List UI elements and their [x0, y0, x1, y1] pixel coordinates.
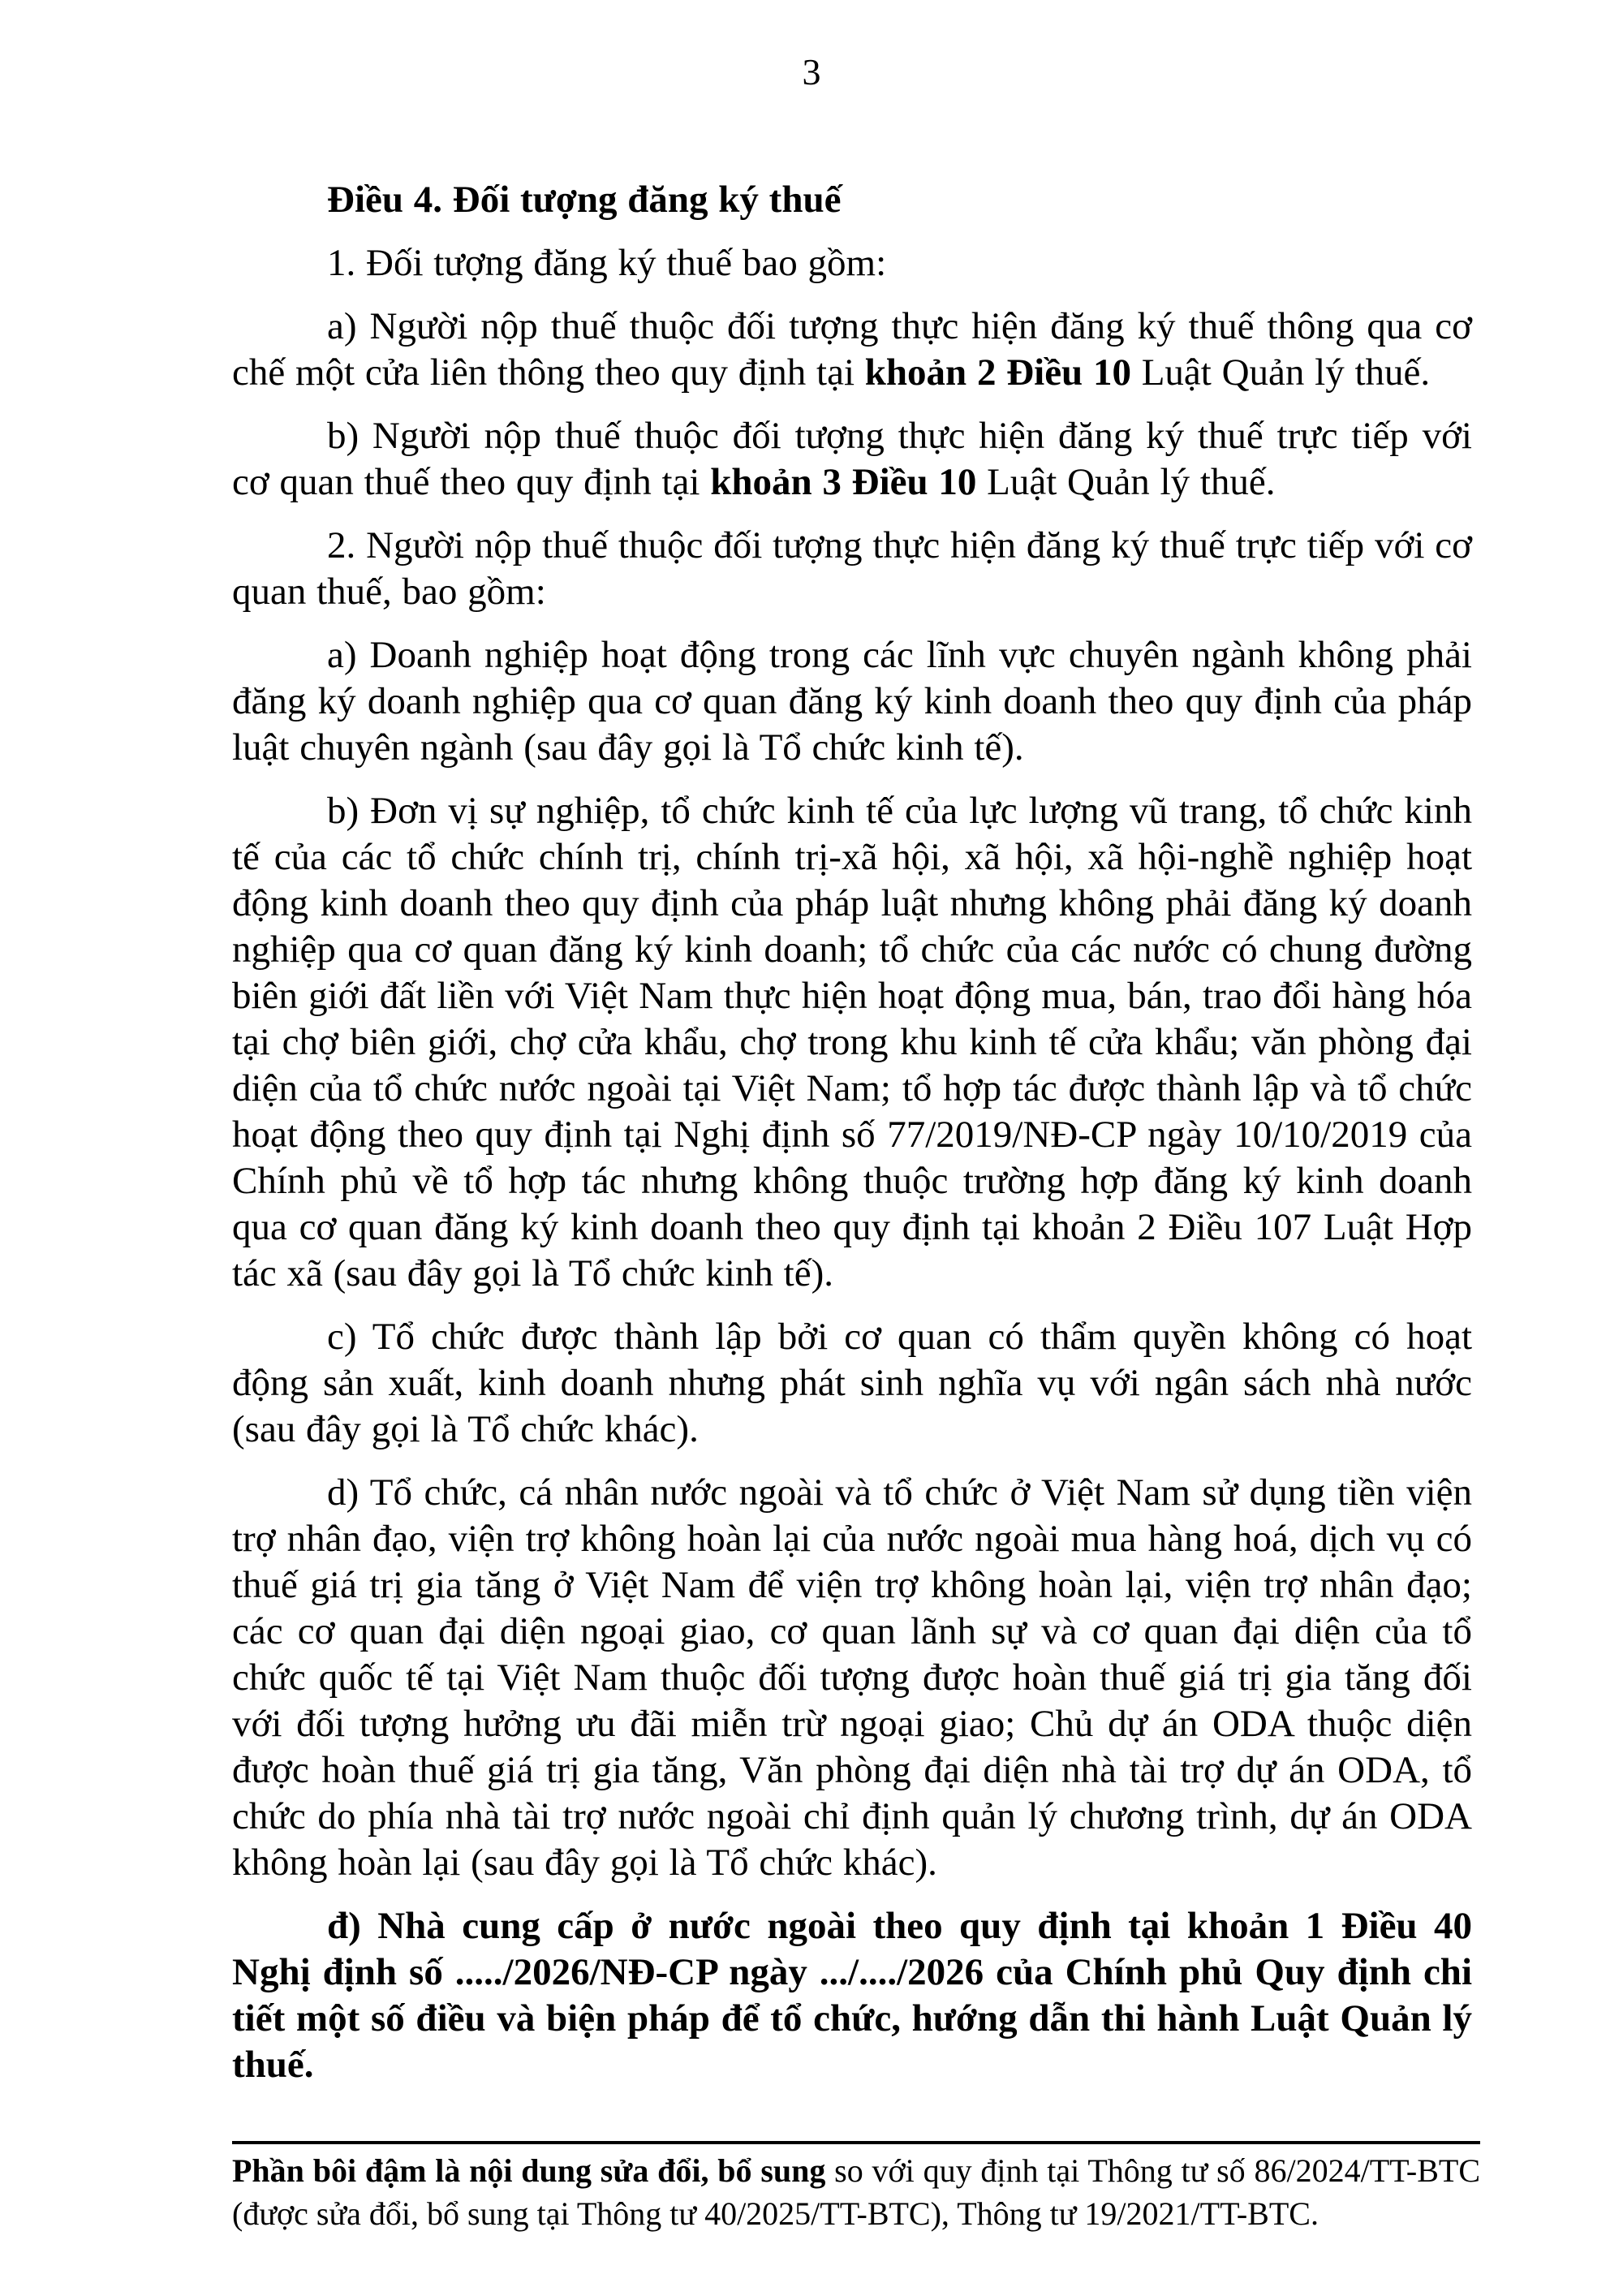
text-run: 1. Đối tượng đăng ký thuế bao gồm: — [327, 242, 887, 284]
paragraph — [232, 632, 1472, 771]
paragraph — [232, 1470, 1472, 1886]
text-run: Luật Quản lý thuế. — [1130, 351, 1431, 394]
paragraph — [232, 788, 1472, 1297]
text-run: a) Người nộp thuế thuộc đối tượng thực hiện đăng ký thuế thông qua cơ chế một cửa liên thông theo quy định tại — [232, 305, 1472, 394]
page-number: 3 — [802, 51, 821, 93]
bold-text-run: Điều 4. Đối tượng đăng ký thuế — [327, 179, 842, 221]
text-run: Luật Quản lý thuế. — [976, 461, 1276, 503]
article-heading — [232, 177, 1472, 223]
paragraph — [232, 304, 1472, 396]
document-body — [232, 177, 1472, 2105]
footnote — [232, 2141, 1480, 2235]
footnote-separator — [232, 2141, 1480, 2144]
bold-text-run: đ) Nhà cung cấp ở nước ngoài theo quy định tại khoản 1 Điều 40 Nghị định số ...../2026/NĐ-CP ngày .../..../2026 của Chính phủ Quy định chi tiết một số điều và biện pháp để tổ chức, hướng dẫn thi hành Luật Quản lý thuế. — [232, 1905, 1472, 2086]
footnote-text — [232, 2149, 1480, 2235]
paragraph — [232, 413, 1472, 506]
bold-text-run: Phần bôi đậm là nội dung sửa đổi, bổ sung — [232, 2152, 826, 2189]
text-run: b) Đơn vị sự nghiệp, tổ chức kinh tế của lực lượng vũ trang, tổ chức kinh tế của các tổ chức chính trị, chính trị-xã hội, xã hội, xã hội-nghề nghiệp hoạt động kinh doanh theo quy định của pháp luật nhưng không phải đăng ký doanh nghiệp qua cơ quan đăng ký kinh doanh; tổ chức của các nước có chung đường biên giới đất liền với Việt Nam thực hiện hoạt động mua, bán, trao đổi hàng hóa tại chợ biên giới, chợ cửa khẩu, chợ trong khu kinh tế cửa khẩu; văn phòng đại diện của tổ chức nước ngoài tại Việt Nam; tổ hợp tác được thành lập và tổ chức hoạt động theo quy định tại Nghị định số 77/2019/NĐ-CP ngày 10/10/2019 của Chính phủ về tổ hợp tác nhưng không thuộc trường hợp đăng ký kinh doanh qua cơ quan đăng ký kinh doanh theo quy định tại khoản 2 Điều 107 Luật Hợp tác xã (sau đây gọi là Tổ chức kinh tế). — [232, 790, 1472, 1294]
text-run: d) Tổ chức, cá nhân nước ngoài và tổ chức ở Việt Nam sử dụng tiền viện trợ nhân đạo, viện trợ không hoàn lại của nước ngoài mua hàng hoá, dịch vụ có thuế giá trị gia tăng ở Việt Nam để viện trợ không hoàn lại, viện trợ nhân đạo; các cơ quan đại diện ngoại giao, cơ quan lãnh sự và cơ quan đại diện của tổ chức quốc tế tại Việt Nam thuộc đối tượng được hoàn thuế giá trị gia tăng đối với đối tượng hưởng ưu đãi miễn trừ ngoại giao; Chủ dự án ODA thuộc diện được hoàn thuế giá trị gia tăng, Văn phòng đại diện nhà tài trợ dự án ODA, tổ chức do phía nhà tài trợ nước ngoài chỉ định quản lý chương trình, dự án ODA không hoàn lại (sau đây gọi là Tổ chức khác). — [232, 1471, 1472, 1884]
paragraph — [232, 240, 1472, 286]
text-run: 2. Người nộp thuế thuộc đối tượng thực hiện đăng ký thuế trực tiếp với cơ quan thuế, bao gồm: — [232, 524, 1472, 613]
paragraph — [232, 523, 1472, 615]
bold-text-run: khoản 3 Điều 10 — [710, 461, 977, 503]
paragraph — [232, 1314, 1472, 1453]
paragraph — [232, 1903, 1472, 2088]
text-run: a) Doanh nghiệp hoạt động trong các lĩnh vực chuyên ngành không phải đăng ký doanh nghiệp qua cơ quan đăng ký kinh doanh theo quy định của pháp luật chuyên ngành (sau đây gọi là Tổ chức kinh tế). — [232, 634, 1472, 769]
text-run: so với quy định tại Thông tư số 86/2024/TT-BTC (được sửa đổi, bổ sung tại Thông tư 40/2025/TT-BTC), Thông tư 19/2021/TT-BTC. — [232, 2152, 1481, 2232]
text-run: c) Tổ chức được thành lập bởi cơ quan có thẩm quyền không có hoạt động sản xuất, kinh doanh nhưng phát sinh nghĩa vụ với ngân sách nhà nước (sau đây gọi là Tổ chức khác). — [232, 1316, 1472, 1450]
text-run: b) Người nộp thuế thuộc đối tượng thực hiện đăng ký thuế trực tiếp với cơ quan thuế theo quy định tại — [232, 415, 1472, 503]
bold-text-run: khoản 2 Điều 10 — [864, 351, 1131, 394]
